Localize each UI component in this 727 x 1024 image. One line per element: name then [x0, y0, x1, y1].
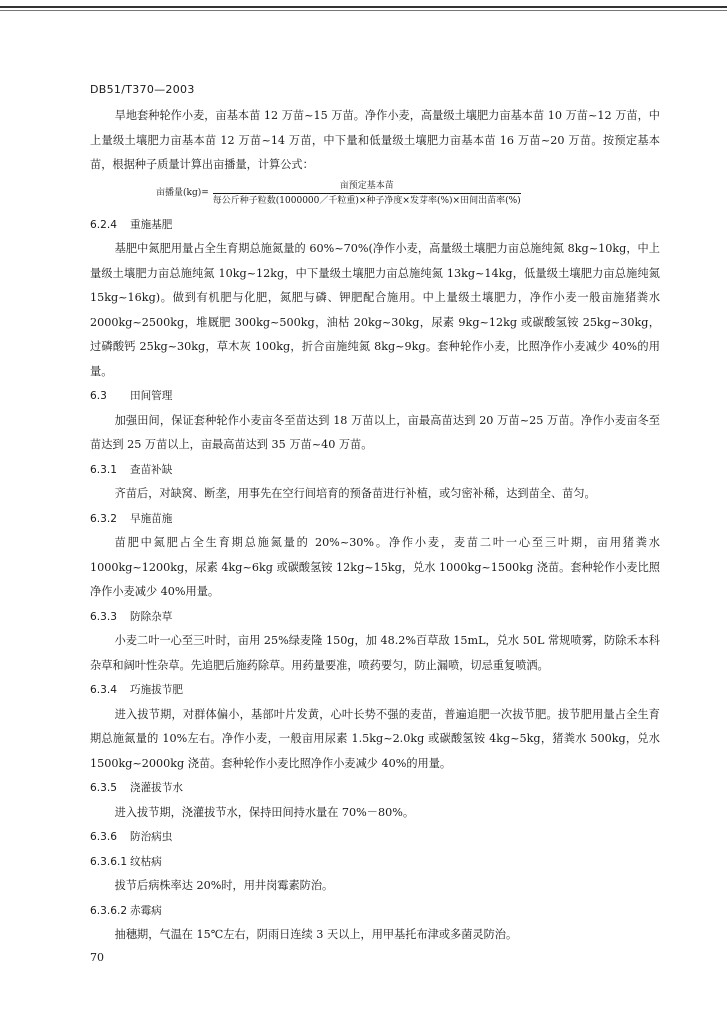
section-number: 6.3.3	[90, 610, 117, 623]
section-number: 6.3.6.1	[90, 855, 128, 868]
section-heading	[90, 507, 660, 532]
section-heading	[90, 776, 660, 801]
section-heading	[90, 384, 660, 409]
section-heading	[90, 678, 660, 703]
standard-code: DB51/T370—2003	[90, 83, 195, 96]
section-title: 浇灌拔节水	[130, 782, 183, 794]
section-number: 6.3.5	[90, 782, 117, 794]
section-heading	[90, 850, 660, 875]
section-title: 赤霉病	[130, 904, 162, 917]
document-body	[90, 104, 660, 948]
formula-numerator: 亩预定基本苗	[213, 180, 521, 194]
section-title: 田间管理	[130, 390, 173, 402]
body-paragraph: 进入拔节期，浇灌拔节水，保持田间持水量在 70%－80%。	[114, 805, 415, 819]
section-number: 6.3.2	[90, 512, 117, 525]
section-title: 早施苗施	[130, 512, 173, 525]
section-number: 6.3.1	[90, 463, 117, 476]
section-heading	[90, 458, 660, 483]
section-heading	[90, 605, 660, 630]
page-number: 70	[90, 951, 104, 964]
body-paragraph: 齐苗后，对缺窝、断垄，用事先在空行间培育的预备苗进行补植，或匀密补稀，达到苗全、苗匀。	[114, 487, 596, 500]
section-title: 查苗补缺	[130, 463, 173, 476]
section-title: 巧施拔节肥	[130, 684, 183, 696]
seeding-rate-formula	[156, 180, 660, 207]
body-paragraph: 抽穗期，气温在 15℃左右，阴雨日连续 3 天以上，用甲基托布津或多菌灵防治。	[114, 928, 518, 941]
section-number: 6.3.4	[90, 684, 117, 696]
section-title: 防除杂草	[130, 610, 173, 623]
body-paragraph: 进入拔节期，对群体偏小，基部叶片发黄，心叶长势不强的麦苗，普遍追肥一次拔节肥。拔节肥用量占全生育期总施氮量的 10%左右。净作小麦，一般亩用尿素 1.5kg~2.0kg 或碳酸氢铵 4kg~5kg，猪粪水 500kg，兑水 1500kg~2000kg 浇苗。套种轮作小麦比照净作小麦减少 40%的用量。	[90, 707, 660, 770]
section-title: 防治病虫	[130, 831, 173, 843]
formula-denominator: 每公斤种子粒数(1000000／千粒重)×种子净度×发芽率(%)×田间出苗率(%)	[212, 195, 521, 206]
section-title: 纹枯病	[130, 855, 162, 868]
section-number: 6.3	[90, 390, 107, 402]
formula-lhs: 亩播量(kg)=	[156, 188, 209, 198]
section-heading	[90, 213, 660, 238]
top-border-rule	[0, 6, 727, 8]
section-heading	[90, 825, 660, 850]
body-paragraph: 小麦二叶一心至三叶时，亩用 25%绿麦隆 150g，加 48.2%百草敌 15mL，兑水 50L 常规喷雾，防除禾本科杂草和阔叶性杂草。先追肥后施药除草。用药量要准，喷药要匀，防止漏喷，切忌重复喷洒。	[90, 634, 660, 672]
top-border-rule-thin	[0, 10, 727, 11]
body-paragraph: 旱地套种轮作小麦，亩基本苗 12 万苗~15 万苗。净作小麦，高量级土壤肥力亩基本苗 10 万苗~12 万苗，中上量级土壤肥力亩基本苗 12 万苗~14 万苗，中下量和低量级土壤肥力亩基本苗 16 万苗~20 万苗。按预定基本苗，根据种子质量计算出亩播量，计算公式：	[90, 109, 660, 171]
body-paragraph: 基肥中氮肥用量占全生育期总施氮量的 60%~70%(净作小麦，高量级土壤肥力亩总施纯氮 8kg~10kg，中上量级土壤肥力亩总施纯氮 10kg~12kg，中下量级土壤肥力亩总施纯氮 13kg~14kg，低量级土壤肥力亩总施纯氮 15kg~16kg)。做到有机肥与化肥，氮肥与磷、钾肥配合施用。中上量级土壤肥力，净作小麦一般亩施猪粪水 2000kg~2500kg，堆厩肥 300kg~500kg，油枯 20kg~30kg，尿素 9kg~12kg 或碳酸氢铵 25kg~30kg，过磷酸钙 25kg~30kg，草木灰 100kg，折合亩施纯氮 8kg~9kg。套种轮作小麦，比照净作小麦减少 40%的用量。	[90, 242, 660, 378]
section-number: 6.3.6	[90, 831, 117, 843]
body-paragraph: 拔节后病株率达 20%时，用井岗霉素防治。	[114, 879, 334, 892]
section-heading	[90, 899, 660, 924]
section-title: 重施基肥	[130, 218, 173, 231]
body-paragraph: 加强田间，保证套种轮作小麦亩冬至苗达到 18 万苗以上，亩最高苗达到 20 万苗~25 万苗。净作小麦亩冬至苗达到 25 万苗以上，亩最高苗达到 35 万苗~40 万苗。	[90, 413, 660, 451]
formula-fraction	[213, 180, 521, 207]
section-number: 6.3.6.2	[90, 904, 128, 917]
section-number: 6.2.4	[90, 218, 117, 231]
body-paragraph: 苗肥中氮肥占全生育期总施氮量的 20%~30%。净作小麦，麦苗二叶一心至三叶期，亩用猪粪水 1000kg~1200kg，尿素 4kg~6kg 或碳酸氢铵 12kg~15kg，兑水 1000kg~1500kg 浇苗。套种轮作小麦比照净作小麦减少 40%用量。	[90, 536, 660, 598]
